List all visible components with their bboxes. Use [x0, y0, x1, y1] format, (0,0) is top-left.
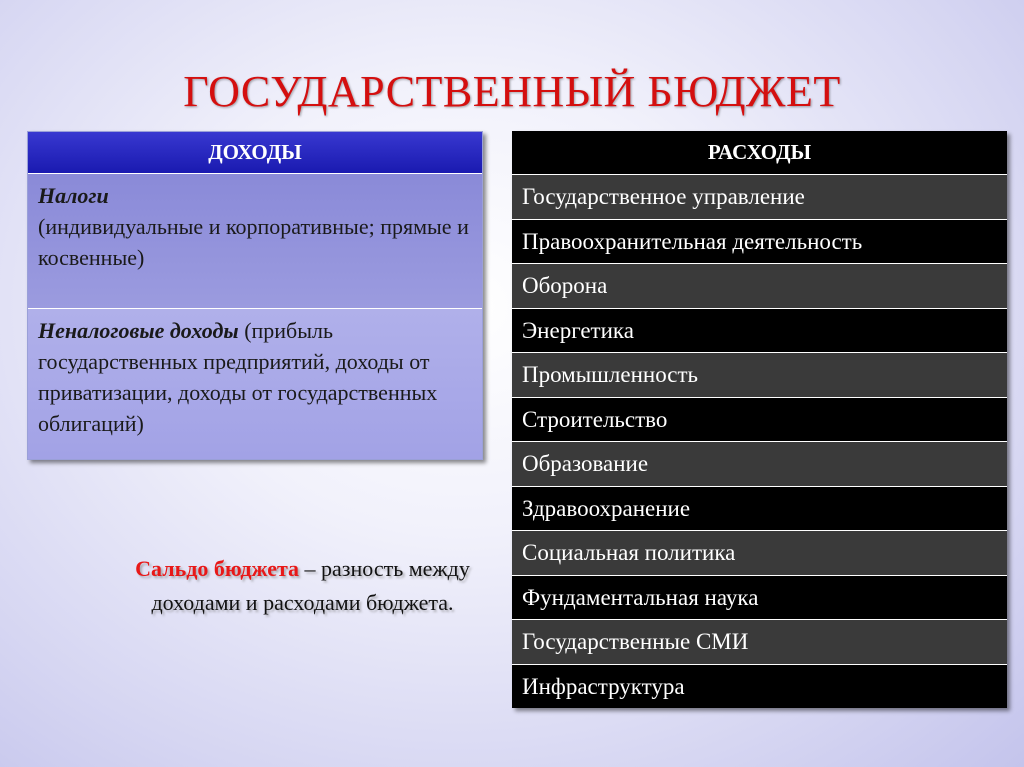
- expense-header: РАСХОДЫ: [512, 131, 1007, 174]
- expense-row: Здравоохранение: [512, 486, 1007, 531]
- expense-table: [512, 131, 1007, 708]
- income-term: Налоги: [38, 183, 109, 208]
- expense-row: Социальная политика: [512, 530, 1007, 575]
- expense-row: Государственное управление: [512, 174, 1007, 219]
- balance-term: Сальдо бюджета: [135, 556, 300, 581]
- income-description: (индивидуальные и корпоративные; прямые и косвенные): [38, 214, 469, 270]
- income-term: Неналоговые доходы: [38, 318, 239, 343]
- expense-row: Правоохранительная деятельность: [512, 219, 1007, 264]
- expense-row: Строительство: [512, 397, 1007, 442]
- expense-row: Оборона: [512, 263, 1007, 308]
- page-title: ГОСУДАРСТВЕННЫЙ БЮДЖЕТ: [183, 67, 841, 116]
- expense-row: Инфраструктура: [512, 664, 1007, 709]
- income-description: (прибыль государственных предприятий, доходы от приватизации, доходы от государственных облигаций): [38, 318, 438, 436]
- expense-row: Фундаментальная наука: [512, 575, 1007, 620]
- income-row-taxes: [28, 173, 482, 308]
- expense-list: [512, 174, 1007, 708]
- expense-row: Энергетика: [512, 308, 1007, 353]
- expense-row: Государственные СМИ: [512, 619, 1007, 664]
- balance-definition: – разность между доходами и расходами бюджета.: [151, 556, 470, 615]
- expense-row: Промышленность: [512, 352, 1007, 397]
- expense-row: Образование: [512, 441, 1007, 486]
- balance-note: [110, 552, 495, 620]
- income-header: ДОХОДЫ: [28, 132, 482, 173]
- income-table: [27, 131, 483, 460]
- income-row-nontax: [28, 308, 482, 459]
